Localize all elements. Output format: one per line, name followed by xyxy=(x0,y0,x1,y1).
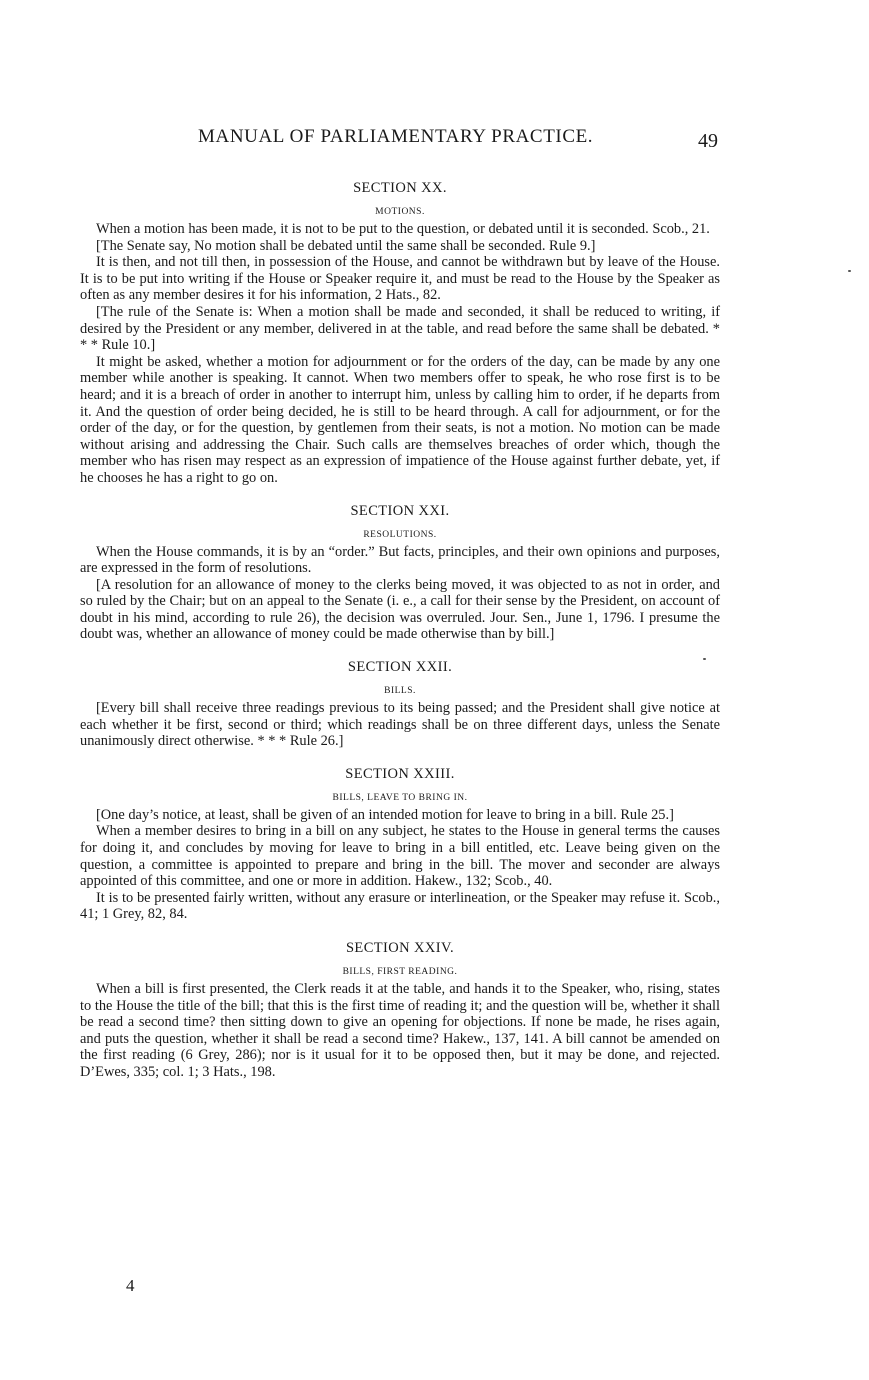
running-head: MANUAL OF PARLIAMENTARY PRACTICE. xyxy=(198,126,594,147)
paragraph: When a motion has been made, it is not to be put to the question, or debated until it is seconded. Scob., 21. xyxy=(96,221,710,237)
section-subheading: BILLS, FIRST READING. xyxy=(342,967,458,977)
section-subheading: BILLS, LEAVE TO BRING IN. xyxy=(332,792,468,803)
document-body xyxy=(80,176,720,1081)
section-heading: SECTION XXIII. xyxy=(345,765,455,782)
section-heading: SECTION XXII. xyxy=(347,659,453,676)
section-xxi xyxy=(80,503,720,644)
section-subheading: RESOLUTIONS. xyxy=(363,529,437,540)
section-xxiv xyxy=(80,940,720,1081)
section-heading: SECTION XXIV. xyxy=(345,940,455,956)
paragraph: When a member desires to bring in a bill on any subject, he states to the House in general terms the causes for doing it, and concludes by moving for leave to bring in a bill entitled, etc. Leave being given on the question, a committee is appointed to prepare and bring in the bill. The mover and seconder are always appointed of this committee, and one or more in addition. Hakew., 132; Scob., 40. xyxy=(80,823,720,890)
section-subheading: MOTIONS. xyxy=(375,207,425,217)
paragraph: [A resolution for an allowance of money to the clerks being moved, it was objected to as not in order, and so ruled by the Chair; but on an appeal to the Senate (i. e., a call for their sense by the President, on account of doubt in his mind, according to rule 26), the decision was overruled. Jour. Sen., June 1, 1796. I presume the doubt was, whether an allowance of money could be made otherwise than by bill.] xyxy=(80,576,720,643)
signature-mark: 4 xyxy=(126,1276,135,1295)
section-subheading: BILLS. xyxy=(384,686,416,697)
paragraph: It is then, and not till then, in possession of the House, and cannot be withdrawn but by leave of the House. It is to be put into writing if the House or Speaker require it, and must be read to the House by the Speaker as often as any member desires it for his information, 2 Hats., 82. xyxy=(80,254,720,304)
page-number: 49 xyxy=(698,130,718,152)
section-xxii xyxy=(80,659,720,750)
section-xx xyxy=(80,180,720,487)
section-xxiii xyxy=(80,766,720,923)
paragraph: [The Senate say, No motion shall be debated until the same shall be seconded. Rule 9.] xyxy=(96,237,596,254)
paragraph: It might be asked, whether a motion for adjournment or for the orders of the day, can be made by any one member while another is speaking. It cannot. When two members offer to speak, he who rose first is to be heard; and it is a breach of order in another to interrupt him, unless by calling him to order, if he departs from it. And the question of order being decided, he is still to be heard through. A call for adjournment, or for the order of the day, or for the question, by gentlemen from their seats, is not a motion. No motion can be made without arising and addressing the Chair. Such calls are themselves breaches of order which, though the member who has risen may respect as an expression of impatience of the House against further debate, yet, if he chooses he has a right to go on. xyxy=(80,353,720,486)
paragraph: It is to be presented fairly written, without any erasure or interlineation, or the Speaker may refuse it. Scob., 41; 1 Grey, 82, 84. xyxy=(80,889,720,923)
paragraph: [Every bill shall receive three readings previous to its being passed; and the President shall give notice at each whether it be first, second or third; which readings shall be on three different days, unless the Senate unanimously direct otherwise. * * * Rule 26.] xyxy=(80,700,720,750)
paragraph: When the House commands, it is by an “order.” But facts, principles, and their own opinions and purposes, are expressed in the form of resolutions. xyxy=(80,543,720,577)
print-speck xyxy=(848,270,851,272)
section-heading: SECTION XXI. xyxy=(350,502,450,519)
paragraph: [One day’s notice, at least, shall be given of an intended motion for leave to bring in a bill. Rule 25.] xyxy=(96,806,674,823)
paragraph: [The rule of the Senate is: When a motion shall be made and seconded, it shall be reduced to writing, if desired by the President or any member, delivered in at the table, and read before the same shall be debated. * * * Rule 10.] xyxy=(80,303,720,354)
print-speck xyxy=(703,658,706,660)
section-heading: SECTION XX. xyxy=(353,180,447,196)
paragraph: When a bill is first presented, the Clerk reads it at the table, and hands it to the Speaker, who, rising, states to the House the title of the bill; that this is the first time of reading it; and the question will be, whether it shall be read a second time? then sitting down to give an opening for objections. If none be made, he rises again, and puts the question, whether it shall be read a second time? Hakew., 137, 141. A bill cannot be amended on the first reading (6 Grey, 286); nor is it usual for it to be opposed then, but it may be done, and rejected. D’Ewes, 335; col. 1; 3 Hats., 198. xyxy=(80,981,720,1080)
